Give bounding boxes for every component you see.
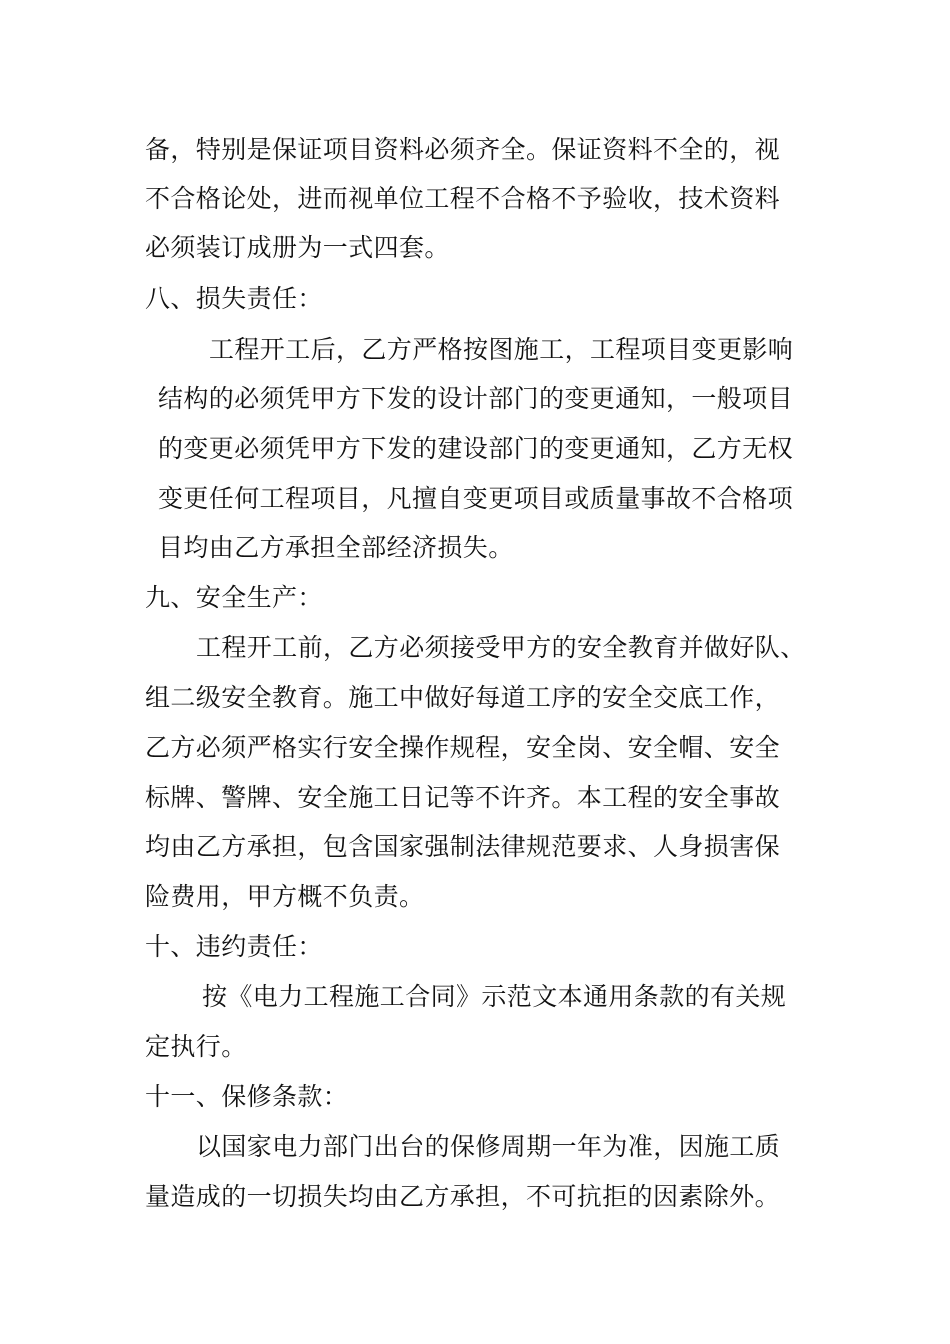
paragraph-line: 的变更必须凭甲方下发的建设部门的变更通知，乙方无权 — [158, 434, 794, 463]
paragraph-line: 定执行。 — [145, 1032, 247, 1061]
paragraph-line: 乙方必须严格实行安全操作规程，安全岗、安全帽、安全 — [145, 733, 781, 762]
paragraph-line: 按《电力工程施工合同》示范文本通用条款的有关规 — [202, 982, 787, 1011]
paragraph-line: 结构的必须凭甲方下发的设计部门的变更通知，一般项目 — [158, 384, 794, 413]
paragraph-line: 组二级安全教育。施工中做好每道工序的安全交底工作， — [145, 683, 781, 712]
paragraph-line: 标牌、警牌、安全施工日记等不许齐。本工程的安全事故 — [145, 783, 781, 812]
paragraph-line: 工程开工前，乙方必须接受甲方的安全教育并做好队、 — [196, 633, 806, 662]
paragraph-line: 目均由乙方承担全部经济损失。 — [158, 533, 514, 562]
paragraph-line: 变更任何工程项目，凡擅自变更项目或质量事故不合格项 — [158, 484, 794, 513]
paragraph-line: 必须装订成册为一式四套。 — [145, 233, 450, 262]
section-heading: 九、安全生产： — [145, 583, 323, 612]
paragraph-line: 均由乙方承担，包含国家强制法律规范要求、人身损害保 — [145, 832, 781, 861]
paragraph-line: 备，特别是保证项目资料必须齐全。保证资料不全的，视 — [145, 135, 781, 164]
paragraph-line: 以国家电力部门出台的保修周期一年为准，因施工质 — [196, 1132, 781, 1161]
section-heading: 十、违约责任： — [145, 932, 323, 961]
paragraph-line: 险费用，甲方概不负责。 — [145, 882, 425, 911]
paragraph-line: 量造成的一切损失均由乙方承担，不可抗拒的因素除外。 — [145, 1182, 781, 1211]
paragraph-line: 工程开工后，乙方严格按图施工，工程项目变更影响 — [209, 335, 794, 364]
section-heading: 十一、保修条款： — [145, 1082, 349, 1111]
paragraph-line: 不合格论处，进而视单位工程不合格不予验收，技术资料 — [145, 184, 781, 213]
section-heading: 八、损失责任： — [145, 284, 323, 313]
